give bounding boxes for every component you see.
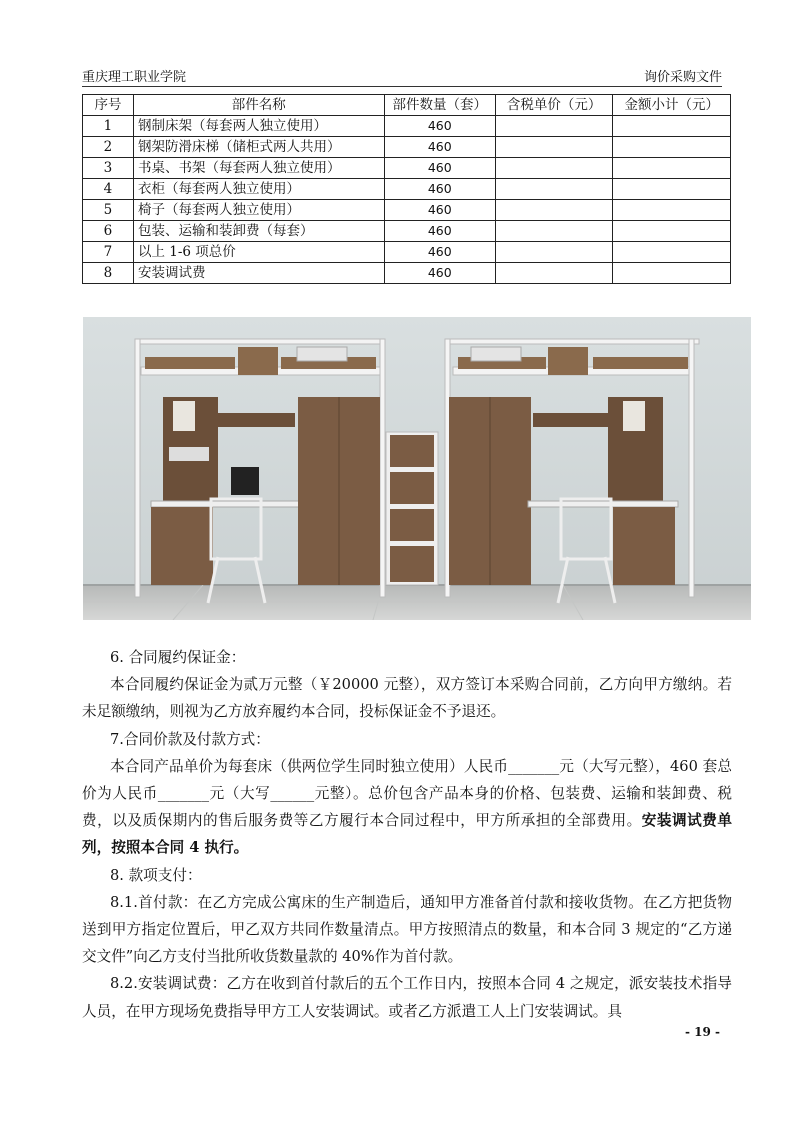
section-8-title: 8. 款项支付：: [110, 866, 202, 884]
section-6-body: 本合同履约保证金为贰万元整（￥20000 元整），双方签订本采购合同前，乙方向甲方缴纳。若未足额缴纳，则视为乙方放弃履约本合同，投标保证金不予退还。: [82, 676, 732, 721]
row-subtotal: [613, 116, 731, 137]
dormitory-bed-photo: [83, 317, 751, 620]
row-part-name: 安装调试费: [133, 263, 384, 284]
col-header-qty: 部件数量（套）: [384, 95, 495, 116]
section-8-2-body: 8.2.安装调试费：乙方在收到首付款后的五个工作日内，按照本合同 4 之规定，派安装技术指导人员，在甲方现场免费指导甲方工人安装调试。或者乙方派遣工人上门安装调试。具: [82, 975, 732, 1020]
page-number: - 19 -: [684, 1025, 720, 1039]
row-subtotal: [613, 242, 731, 263]
row-unit-price: [495, 116, 613, 137]
section-7-bold-note: 安装调试费单列，按照本合同 4 执行。: [82, 812, 732, 857]
row-part-name: 钢制床架（每套两人独立使用）: [133, 116, 384, 137]
row-subtotal: [613, 221, 731, 242]
table-row: [83, 137, 731, 158]
row-quantity: 460: [384, 137, 495, 158]
table-header-row: [83, 95, 731, 116]
page-header: [82, 64, 722, 87]
row-part-name: 衣柜（每套两人独立使用）: [133, 179, 384, 200]
row-index: 5: [83, 200, 134, 221]
row-index: 4: [83, 179, 134, 200]
table-row: [83, 158, 731, 179]
row-unit-price: [495, 221, 613, 242]
ladder-cabinet: [386, 432, 438, 585]
row-subtotal: [613, 263, 731, 284]
section-7-text: 本合同产品单价为每套床（供两位学生同时独立使用）人民币_______元（大写元整），460 套总价为人民币_______元（大写______元整）。总价包含产品本身的价格、包装费、运输和装卸费、税费，以及质保期内的售后服务费等乙方履行本合同过程中，甲方所承担的全部费用。: [82, 757, 732, 830]
table-row: [83, 242, 731, 263]
row-subtotal: [613, 137, 731, 158]
row-quantity: 460: [384, 158, 495, 179]
row-index: 6: [83, 221, 134, 242]
table-row: [83, 221, 731, 242]
row-unit-price: [495, 263, 613, 284]
row-quantity: 460: [384, 200, 495, 221]
row-unit-price: [495, 158, 613, 179]
row-index: 1: [83, 116, 134, 137]
table-row: [83, 263, 731, 284]
parts-table: [82, 94, 731, 284]
row-subtotal: [613, 179, 731, 200]
header-school-name: 重庆理工职业学院: [82, 70, 187, 85]
row-index: 3: [83, 158, 134, 179]
row-subtotal: [613, 158, 731, 179]
row-part-name: 椅子（每套两人独立使用）: [133, 200, 384, 221]
header-doc-title: 询价采购文件: [643, 70, 722, 85]
row-quantity: 460: [384, 179, 495, 200]
row-index: 2: [83, 137, 134, 158]
row-quantity: 460: [384, 242, 495, 263]
row-quantity: 460: [384, 221, 495, 242]
row-index: 8: [83, 263, 134, 284]
row-part-name: 书桌、书架（每套两人独立使用）: [133, 158, 384, 179]
table-row: [83, 179, 731, 200]
row-part-name: 包装、运输和装卸费（每套）: [133, 221, 384, 242]
col-header-price: 含税单价（元）: [495, 95, 613, 116]
row-unit-price: [495, 242, 613, 263]
section-7-body: [82, 753, 732, 862]
col-header-index: 序号: [83, 95, 134, 116]
table-row: [83, 116, 731, 137]
row-part-name: 以上 1-6 项总价: [133, 242, 384, 263]
row-part-name: 钢架防滑床梯（储柜式两人共用）: [133, 137, 384, 158]
col-header-name: 部件名称: [133, 95, 384, 116]
row-unit-price: [495, 200, 613, 221]
row-quantity: 460: [384, 263, 495, 284]
section-8-1-body: 8.1.首付款：在乙方完成公寓床的生产制造后，通知甲方准备首付款和接收货物。在乙方把货物送到甲方指定位置后，甲乙双方共同作数量清点。甲方按照清点的数量，和本合同 3 规定的“乙方递交文件”向乙方支付当批所收货数量款的 40%作为首付款。: [82, 893, 732, 966]
section-6-title: 6. 合同履约保证金：: [110, 649, 246, 666]
col-header-subtotal: 金额小计（元）: [613, 95, 731, 116]
row-index: 7: [83, 242, 134, 263]
row-subtotal: [613, 200, 731, 221]
section-7-title: 7.合同价款及付款方式：: [110, 730, 270, 748]
table-row: [83, 200, 731, 221]
row-unit-price: [495, 179, 613, 200]
row-unit-price: [495, 137, 613, 158]
contract-body: [82, 644, 732, 1025]
row-quantity: 460: [384, 116, 495, 137]
